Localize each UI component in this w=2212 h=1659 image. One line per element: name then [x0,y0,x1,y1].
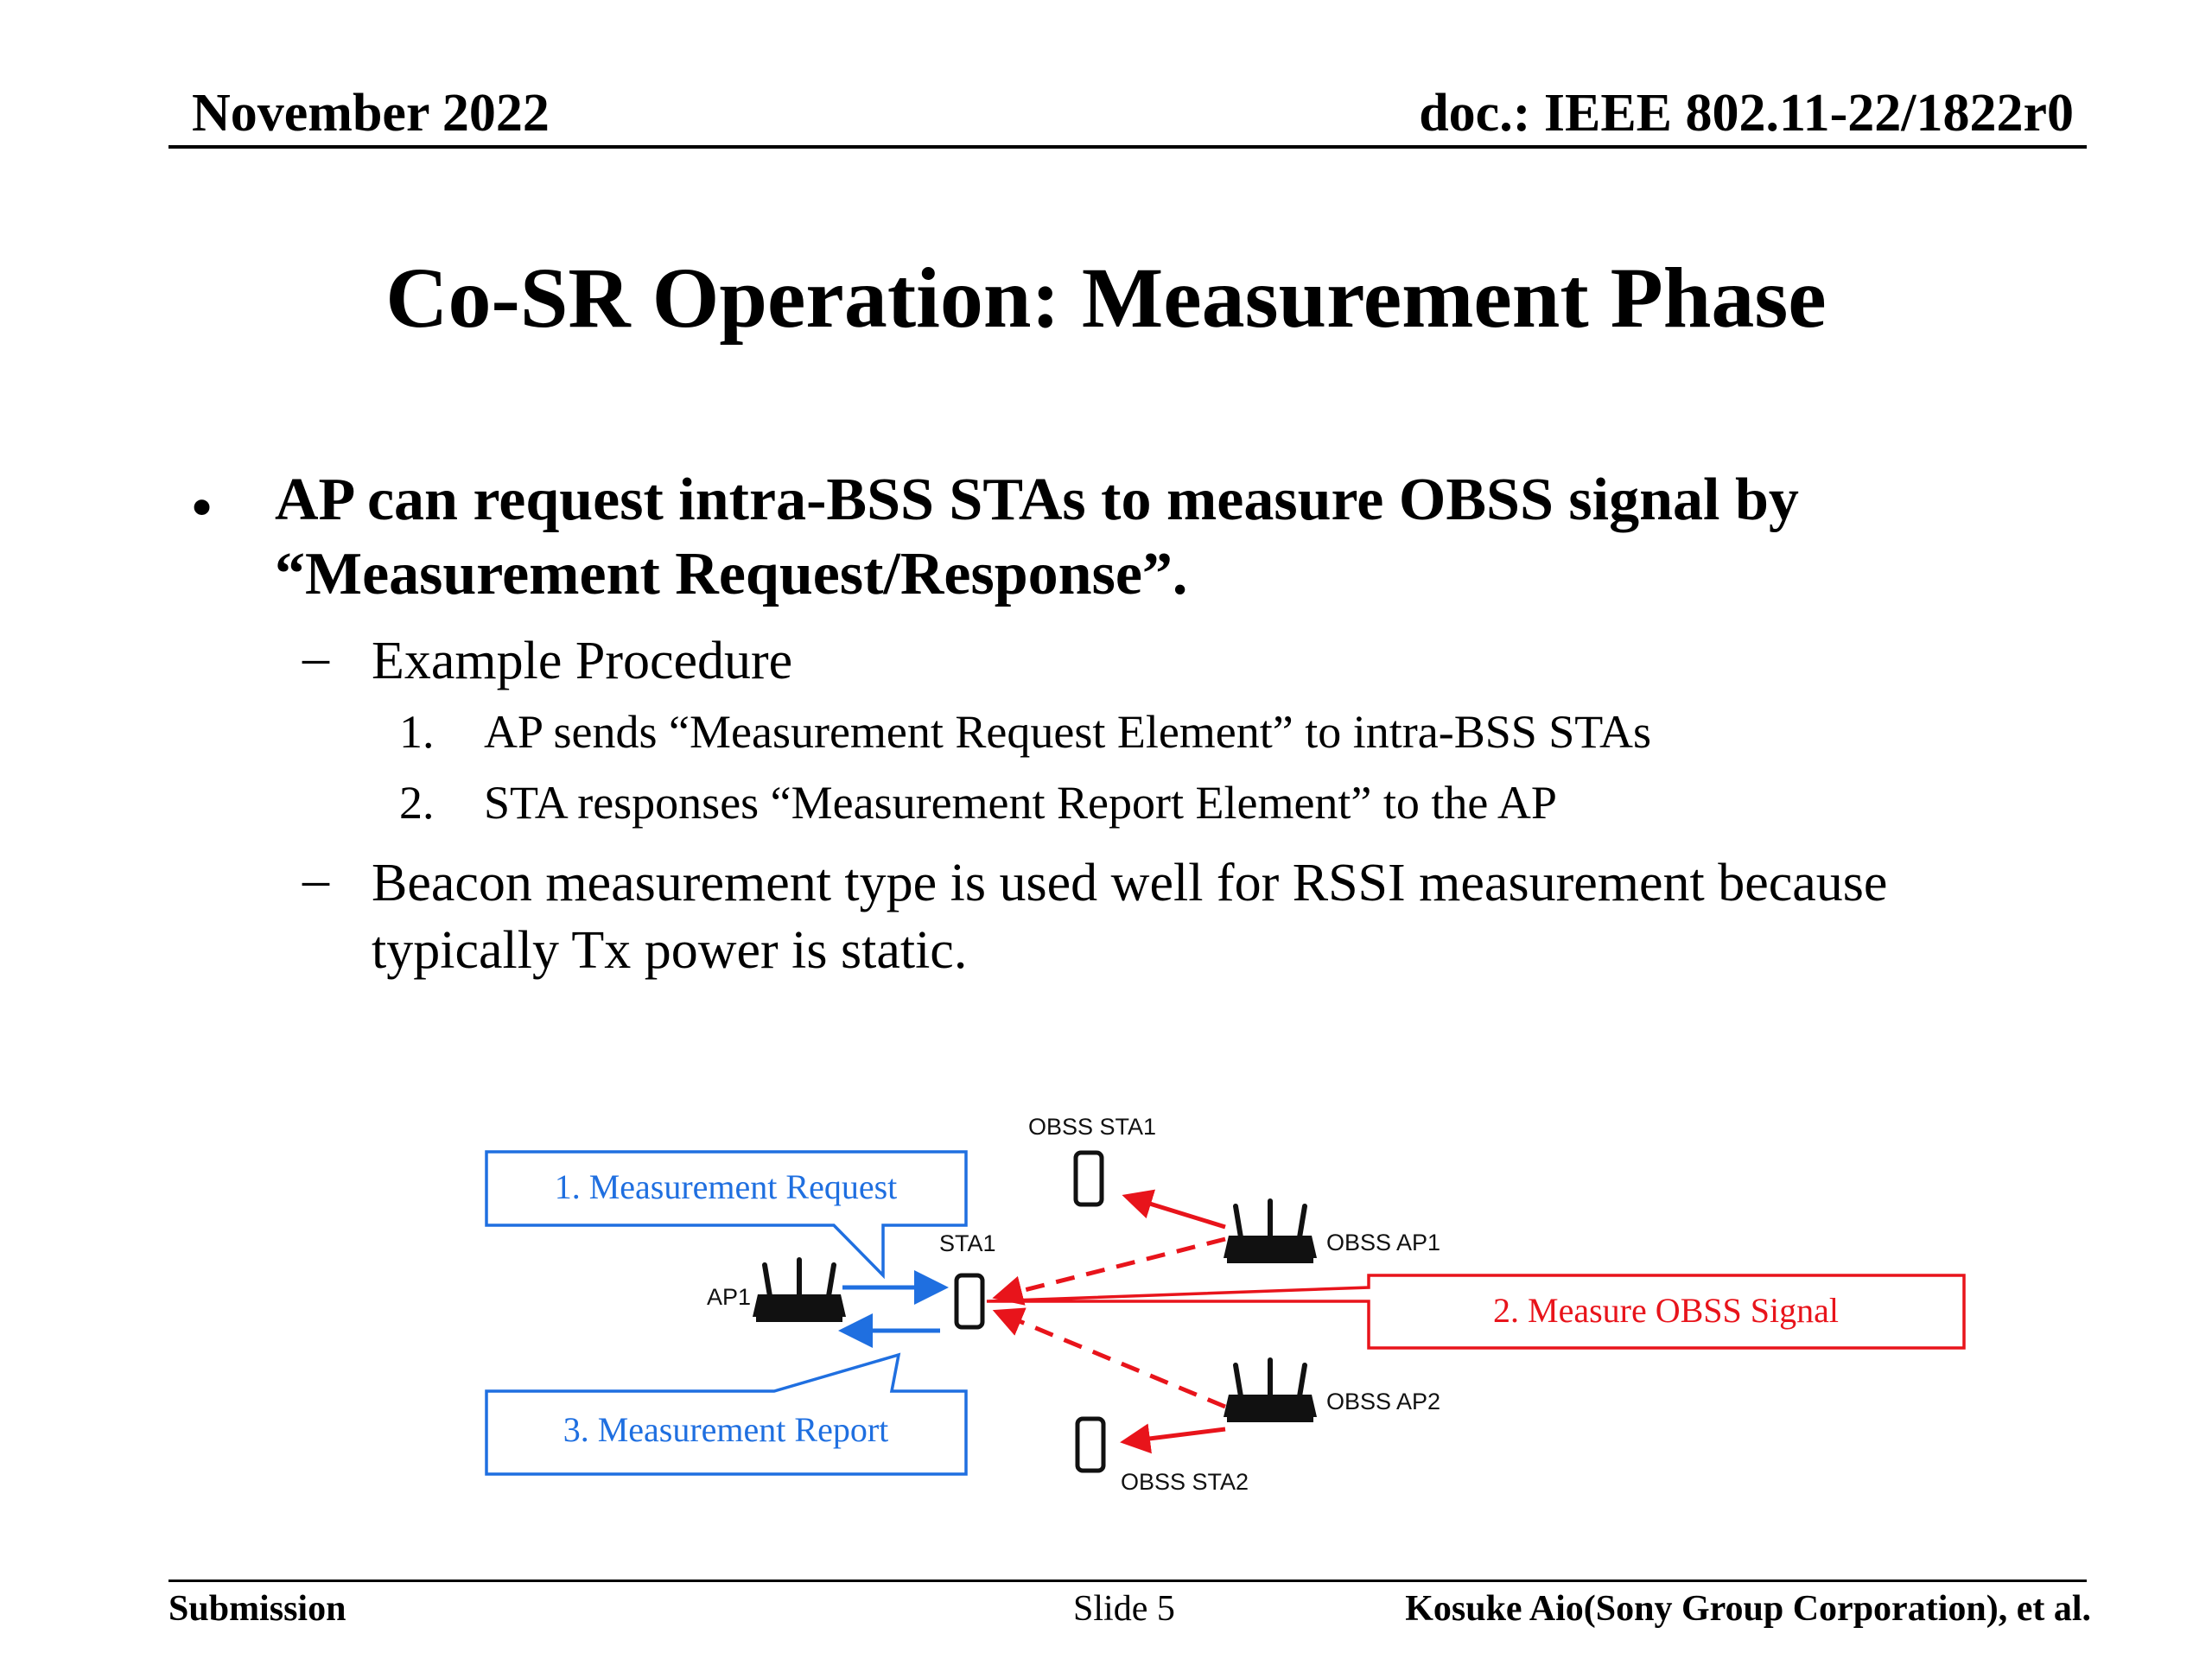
footer-divider [168,1580,2087,1582]
main-bullet-text: AP can request intra-BSS STAs to measure OBSS signal by “Measurement Request/Response”. [275,467,1799,607]
obss-ap2-signal-arrow [1001,1313,1225,1407]
ap1-router-icon [753,1260,846,1322]
ap1-label: AP1 [707,1284,752,1310]
step-text: AP sends “Measurement Request Element” to intra-BSS STAs [484,706,1651,758]
step-number: 1. [399,706,435,758]
callout-measure-label: 2. Measure OBSS Signal [1493,1291,1839,1330]
obss-ap1-router-icon [1224,1201,1317,1263]
callout-request-label: 1. Measurement Request [554,1167,898,1206]
step-number: 2. [399,777,435,829]
obss-sta1-phone-icon [1076,1153,1102,1205]
sub-bullet-marker: – [302,628,329,687]
callout-report-label: 3. Measurement Report [563,1410,889,1449]
footer-author: Kosuke Aio(Sony Group Corporation), et al. [1405,1589,2091,1629]
sta1-phone-icon [957,1275,982,1327]
slide-title: Co-SR Operation: Measurement Phase [385,250,1827,346]
footer-submission: Submission [168,1589,346,1629]
header-date: November 2022 [192,84,550,143]
sta1-label: STA1 [939,1230,996,1256]
obss-ap1-label: OBSS AP1 [1326,1230,1441,1255]
step-text: STA responses “Measurement Report Element” to the AP [484,777,1557,829]
bullet-marker: • [192,476,213,539]
sub-bullet-marker: – [302,850,329,909]
obss-ap2-label: OBSS AP2 [1326,1389,1441,1414]
obss-sta2-label: OBSS STA2 [1121,1469,1249,1495]
sub-bullet-beacon-measurement: Beacon measurement type is used well for RSSI measurement because typically Tx power is static. [372,854,1888,980]
sub-bullet-example-procedure: Example Procedure [372,632,793,690]
obss-ap1-to-sta1-arrow [1130,1198,1225,1227]
obss-ap2-to-sta2-arrow [1128,1429,1225,1441]
obss-sta2-phone-icon [1077,1419,1103,1471]
obss-ap2-router-icon [1224,1360,1317,1422]
header-doc-id: doc.: IEEE 802.11-22/1822r0 [1419,84,2074,143]
footer-slide-number: Slide 5 [1073,1589,1175,1629]
obss-ap1-signal-arrow [1001,1239,1225,1296]
obss-sta1-label: OBSS STA1 [1028,1114,1157,1140]
